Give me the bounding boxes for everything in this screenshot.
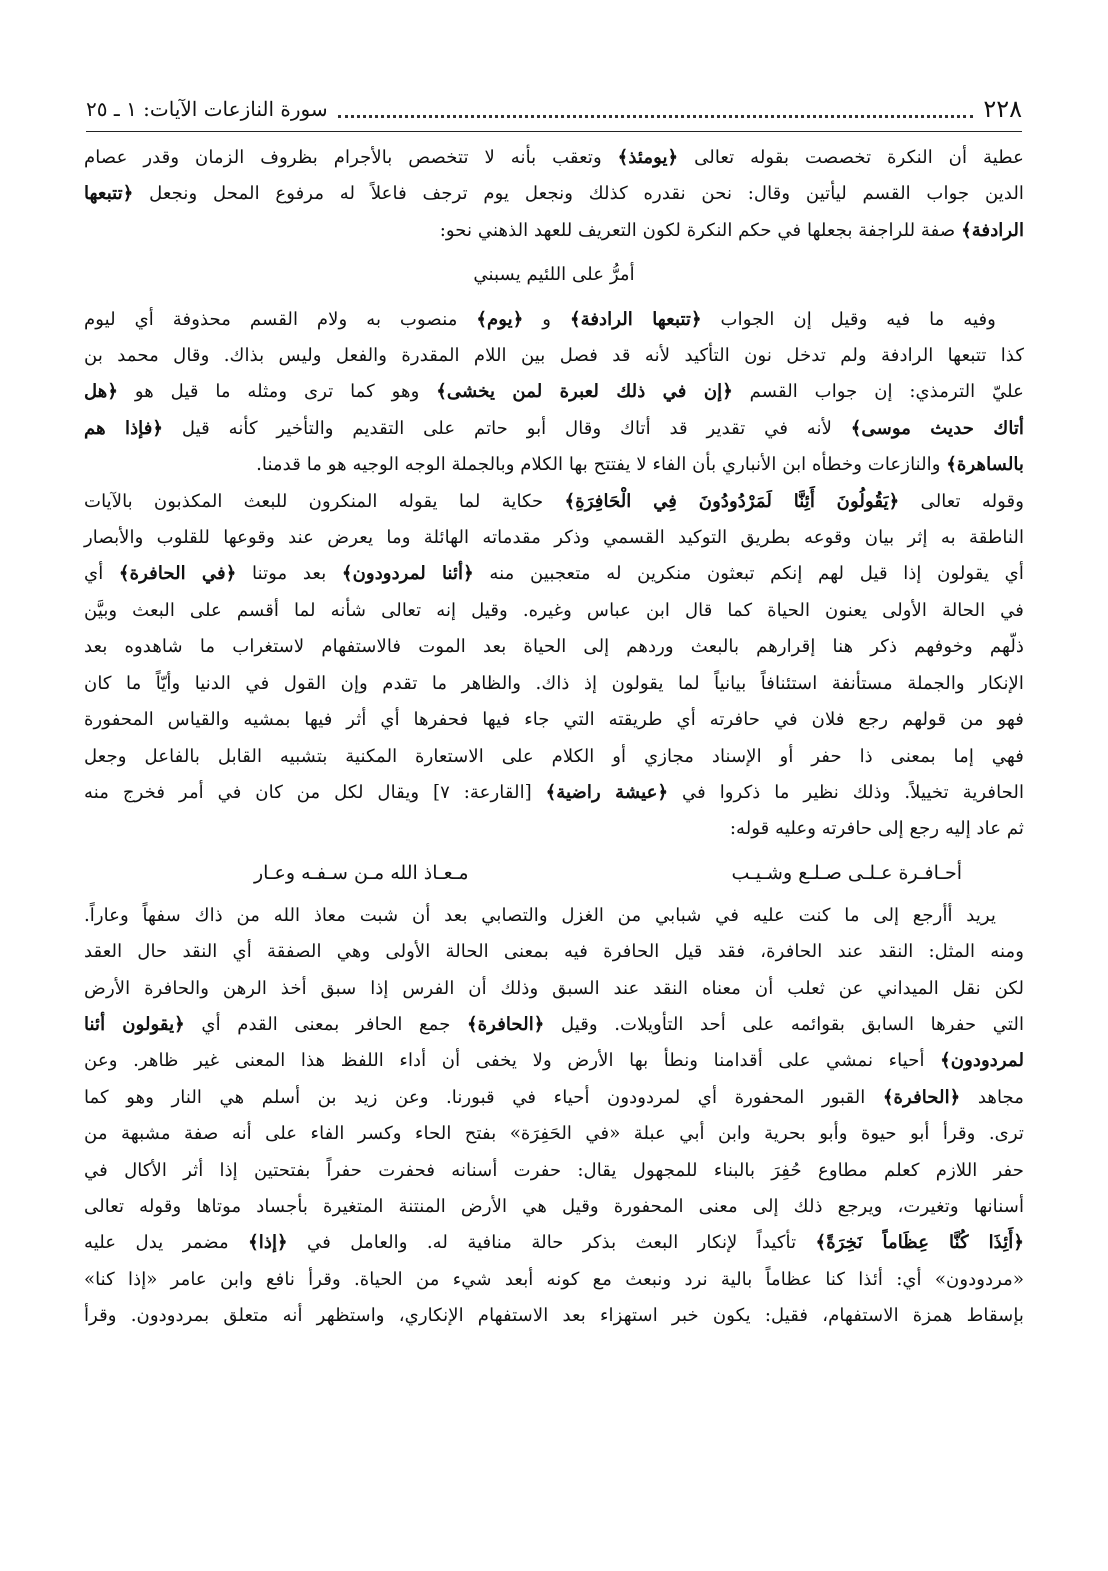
paragraph-line: الدين جواب القسم ليأتين وقال: نحن نقدره كذلك ونجعل يوم ترجف فاعلاً له مرفوع المحل ونجعل ﴿تتبعها xyxy=(84,183,1024,205)
quran-quote: الرادفة﴾ xyxy=(961,219,1024,241)
paragraph-line: ذلّهم وخوفهم ذكر هنا إقرارهم بالبعث وردهم إلى الحياة بعد الموت فالاستفهام لاستغراب ما شاهدوه بعد xyxy=(84,636,1024,658)
paragraph-line: الناطقة به إثر بيان وقوعه بطريق التوكيد القسمي وذكر مقدماته الهائلة وما يعرض عند وقوعها للقلوب والأبصار xyxy=(84,527,1024,549)
paragraph-line: يريد أأرجع إلى ما كنت عليه في شبابي من الغزل والتصابي بعد أن شبت معاذ الله من ذاك سفهاً وعاراً. xyxy=(84,904,996,926)
quran-quote: ﴿فإذا هم xyxy=(84,417,164,439)
paragraph-line: عطية أن النكرة تخصصت بقوله تعالى ﴿يومئذ﴾ وتعقب بأنه لا تتخصص بالأجرام بظروف الزمان وقدر عصام xyxy=(84,147,1024,168)
quran-quote: ﴿الحافرة﴾ xyxy=(466,1013,545,1035)
page-header xyxy=(86,88,1022,128)
quran-quote: ﴿أَئِذَا كُنَّا عِظَاماً نَخِرَةً﴾ xyxy=(815,1232,1024,1254)
paragraph-line: مجاهد ﴿الحافرة﴾ القبور المحفورة أي لمردودون أحياء في قبورنا. وعن زيد بن أسلم هي النار وهو كما xyxy=(84,1086,1024,1108)
quran-quote: أتاك حديث موسى﴾ xyxy=(850,417,1024,439)
running-title: سورة النازعات الآيات: ١ ـ ٢٥ xyxy=(86,97,328,121)
quran-quote: ﴿أئنا لمردودون﴾ xyxy=(341,563,474,585)
paragraph-line: الإنكار والجملة مستأنفة استئنافاً بيانياً لما يقولون إذ ذاك. والظاهر ما تقدم وإن القول في الدنيا وأيّاً ما كان xyxy=(84,672,1024,694)
paragraph-line: ﴿أَئِذَا كُنَّا عِظَاماً نَخِرَةً﴾ تأكيداً لإنكار البعث بذكر حالة منافية له. والعامل في ﴿إذا﴾ مضمر يدل عليه xyxy=(84,1232,1024,1254)
quran-quote: ﴿إذا﴾ xyxy=(248,1232,288,1254)
poetry-verse: أمرُّ على اللئيم يسبني xyxy=(473,264,635,286)
quran-quote: ﴿الحافرة﴾ xyxy=(882,1086,961,1108)
quran-quote: ﴿تتبعها الرادفة﴾ xyxy=(569,308,702,330)
paragraph-line: لمردودون﴾ أحياء نمشي على أقدامنا ونطأ بها الأرض ولا يخفى أن أداء اللفظ هذا المعنى غير ظاهر. وعن xyxy=(84,1050,1024,1072)
poem-hemistich-second: مـعـاذ الله مـن سـفـه وعـار xyxy=(254,861,469,884)
quran-quote: ﴿يومئذ﴾ xyxy=(617,147,679,168)
paragraph-line: حفر اللازم كعلم مطاوع حُفِرَ بالبناء للمجهول يقال: حفرت أسنانه فحفرت حفراً بفتحتين إذا أثر الأكال في xyxy=(84,1159,1024,1181)
paragraph-line: لكن نقل الميداني عن ثعلب أن معناه النقد عند السبق وذلك أن الفرس إذا سبق أخذ الرهن والحافرة الأرض xyxy=(84,977,1024,999)
paragraph-line: وفيه ما فيه وقيل إن الجواب ﴿تتبعها الرادفة﴾ و ﴿يوم﴾ منصوب به ولام القسم محذوفة أي ليوم xyxy=(84,308,996,330)
header-leader-dots xyxy=(338,115,974,118)
paragraph-line: «مردودون» أي: أئذا كنا عظاماً بالية نرد ونبعث مع كونه أبعد شيء من الحياة. وقرأ نافع وابن عامر «إذا كنا» xyxy=(84,1268,1024,1290)
poem-couplet xyxy=(84,848,1024,898)
quran-quote: ﴿عيشة راضية﴾ xyxy=(545,781,669,803)
paragraph-line: بإسقاط همزة الاستفهام، فقيل: يكون خبر استهزاء بعد الاستفهام الإنكاري، واستظهر أنه متعلق بمردودون. وقرأ xyxy=(84,1305,1024,1327)
paragraph-line: ترى. وقرأ أبو حيوة وأبو بحرية وابن أبي عبلة «في الحَفِرَة» بفتح الحاء وكسر الفاء على أنه صفة مشبهة من xyxy=(84,1123,1024,1145)
paragraph-line: أتاك حديث موسى﴾ لأنه في تقدير قد أتاك وقال أبو حاتم على التقديم والتأخير كأنه قيل ﴿فإذا هم xyxy=(84,417,1024,439)
paragraph-line: ثم عاد إليه رجع إلى حافرته وعليه قوله: xyxy=(729,818,1024,840)
paragraph-line: الحافرية تخييلاً. وذلك نظير ما ذكروا في ﴿عيشة راضية﴾ [القارعة: ٧] ويقال لكل من كان في أمر فخرج منه xyxy=(84,781,1025,803)
poem-hemistich-first: أحـافـرة عـلـى صـلـع وشـيـب xyxy=(731,861,962,884)
quran-quote: ﴿هل xyxy=(84,381,119,403)
paragraph-line: فهو من قولهم رجع فلان في حافرته أي طريقته التي جاء فيها فحفرها أي أثر فيها بمشيه والقياس المحفورة xyxy=(84,709,1024,731)
quran-quote: ﴿إن في ذلك لعبرة لمن يخشى﴾ xyxy=(436,381,733,403)
quran-quote: ﴿يَقُولُونَ أَئِنَّا لَمَرْدُودُونَ فِي الْحَافِرَةِ﴾ xyxy=(564,490,900,512)
paragraph-line: وقوله تعالى ﴿يَقُولُونَ أَئِنَّا لَمَرْدُودُونَ فِي الْحَافِرَةِ﴾ حكاية لما يقوله المنكرون للبعث المكذبون بالآيات xyxy=(84,490,1025,512)
quran-quote: ﴿تتبعها xyxy=(84,183,134,205)
paragraph-line: أي يقولون إذا قيل لهم إنكم تبعثون منكرين له متعجبين منه ﴿أئنا لمردودون﴾ بعد موتنا ﴿في الحافرة﴾ أي xyxy=(84,563,1024,585)
paragraph-line: فهي إما بمعنى ذا حفر أو الإسناد مجازي أو الكلام على الاستعارة المكنية بتشبيه القابل بالفاعل وجعل xyxy=(84,745,1024,767)
paragraph-line: التي حفرها السابق بقوائمه على أحد التأويلات. وقيل ﴿الحافرة﴾ جمع الحافر بمعنى القدم أي ﴿يقولون أئنا xyxy=(84,1013,1024,1035)
paragraph-line: كذا تتبعها الرادفة ولم تدخل نون التأكيد لأنه قد فصل بين اللام المقدرة والفعل وليس بذاك. وقال محمد بن xyxy=(84,345,1024,367)
paragraph-line: في الحالة الأولى يعنون الحياة كما قال ابن عباس وغيره. وقيل إنه تعالى شأنه لما أقسم على البعث وبيَّن xyxy=(84,599,1024,621)
paragraph-line: عليّ الترمذي: إن جواب القسم ﴿إن في ذلك لعبرة لمن يخشى﴾ وهو كما ترى ومثله ما قيل هو ﴿هل xyxy=(84,381,1024,403)
quran-quote: ﴿يوم﴾ xyxy=(476,308,524,330)
page-number: ٢٢٨ xyxy=(983,95,1022,123)
page-body xyxy=(84,140,1024,1335)
paragraph-line: ومنه المثل: النقد عند الحافرة، فقد قيل الحافرة فيه بمعنى الحالة الأولى وهي الصفقة أي النقد حال العقد xyxy=(84,941,1024,963)
paragraph-line: بالساهرة﴾ والنازعات وخطأه ابن الأنباري بأن الفاء لا يفتتح بها الكلام وبالجملة الوجه الوجيه هو ما قدمنا. xyxy=(256,454,1024,476)
quran-quote: بالساهرة﴾ xyxy=(946,454,1024,476)
paragraph-line: أسنانها وتغيرت، ويرجع ذلك إلى معنى المحفورة وقيل هي الأرض المنتنة المتغيرة بأجساد موتاها وقوله تعالى xyxy=(84,1195,1024,1217)
header-rule xyxy=(86,131,1022,132)
quran-quote: ﴿يقولون أئنا xyxy=(84,1013,185,1035)
quran-quote: لمردودون﴾ xyxy=(940,1050,1024,1072)
paragraph-line: الرادفة﴾ صفة للراجفة بجعلها في حكم النكرة لكون التعريف للعهد الذهني نحو: xyxy=(439,219,1024,241)
quran-quote: ﴿في الحافرة﴾ xyxy=(118,563,237,585)
